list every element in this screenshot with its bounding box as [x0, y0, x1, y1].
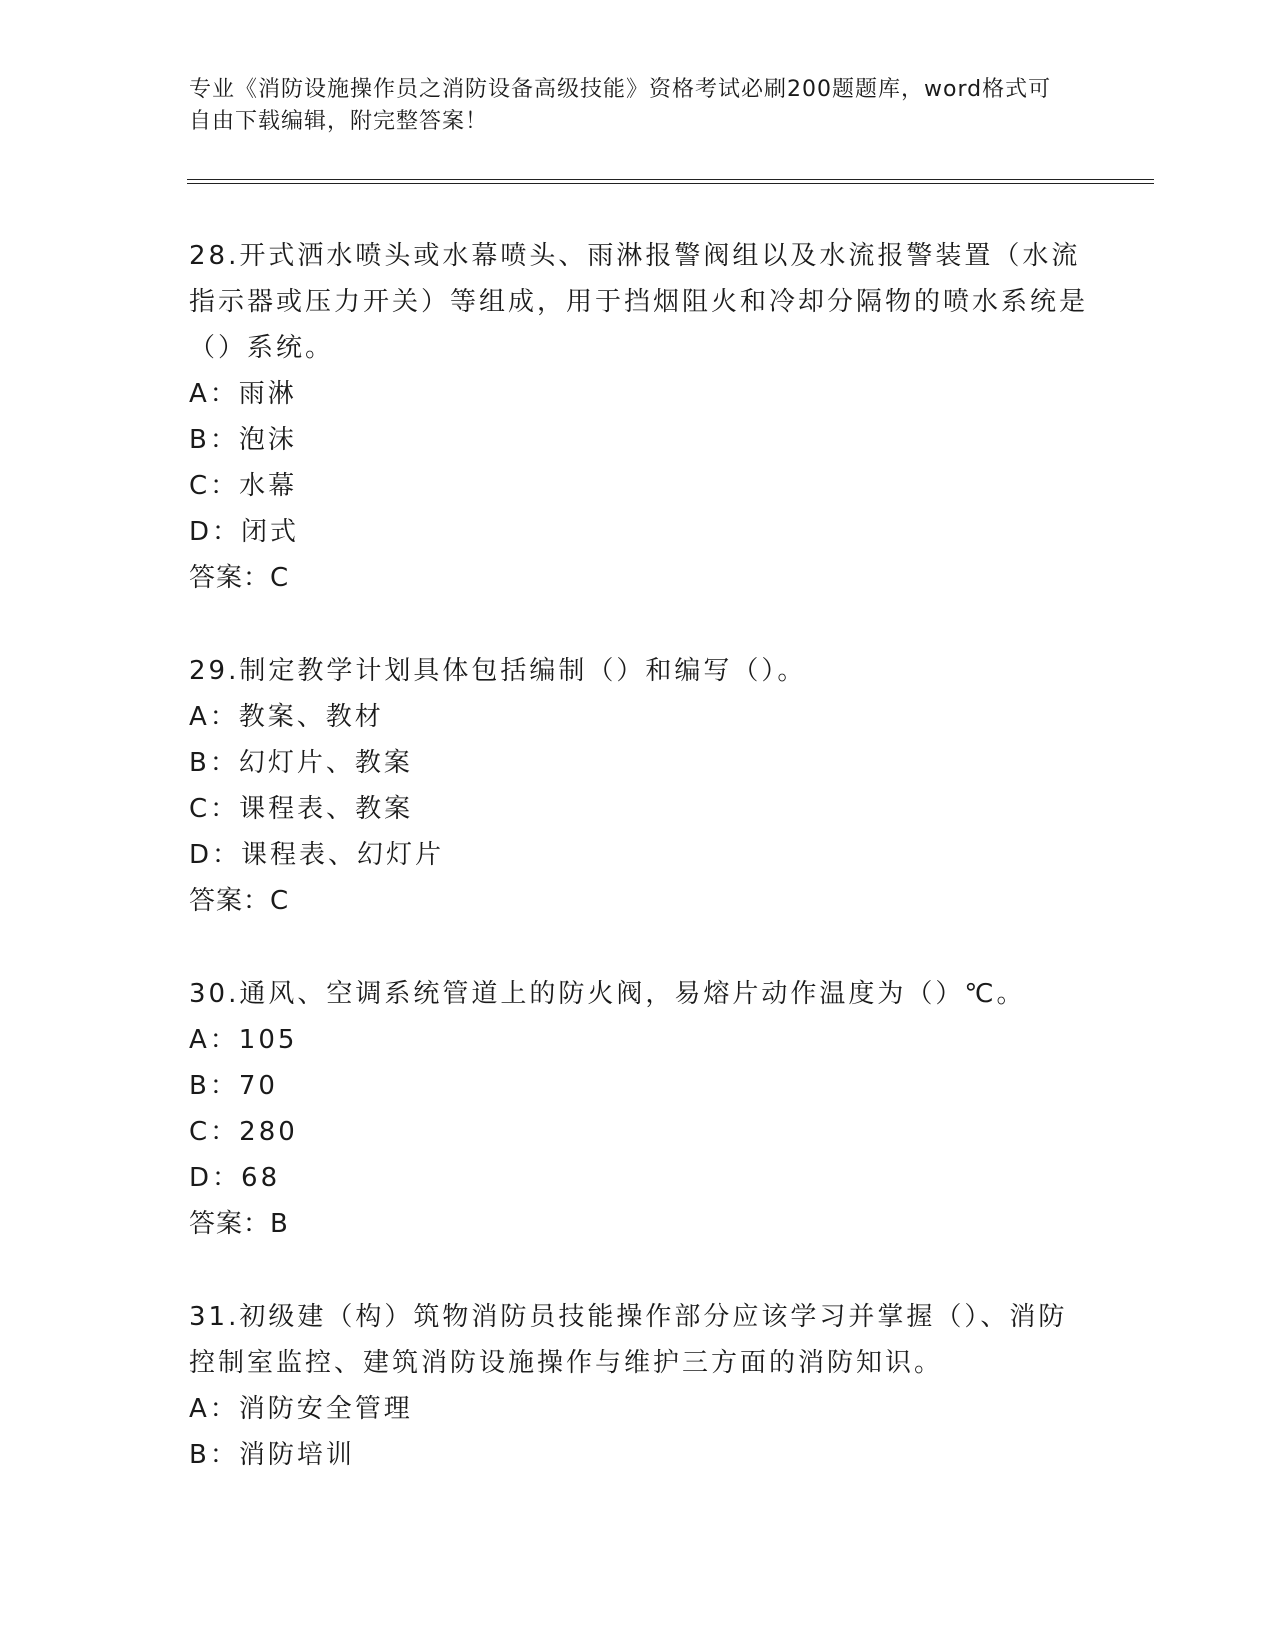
option-d: D：课程表、幻灯片	[189, 840, 445, 870]
question-text: 28.开式洒水喷头或水幕喷头、雨淋报警阀组以及水流报警装置（水流指示器或压力开关）等组成，用于挡烟阻火和冷却分隔物的喷水系统是（）系统。	[189, 241, 1089, 363]
answer: 答案：B	[189, 1209, 289, 1239]
option-a: A：消防安全管理	[189, 1394, 413, 1424]
answer: 答案：C	[189, 886, 290, 916]
option-b: B：消防培训	[189, 1440, 355, 1470]
option-a: A：105	[189, 1025, 298, 1055]
option-d: D：闭式	[189, 517, 300, 547]
option-c: C：水幕	[189, 471, 298, 501]
option-c: C：280	[189, 1117, 298, 1147]
option-a: A：雨淋	[189, 379, 297, 409]
question-29	[189, 648, 1089, 924]
question-30	[189, 971, 1089, 1247]
document-header: 专业《消防设施操作员之消防设备高级技能》资格考试必刷200题题库，word格式可自由下载编辑，附完整答案！	[189, 77, 1052, 134]
option-d: D：68	[189, 1163, 281, 1193]
answer: 答案：C	[189, 563, 290, 593]
option-c: C：课程表、教案	[189, 794, 414, 824]
question-28	[189, 233, 1089, 601]
option-b: B：泡沫	[189, 425, 297, 455]
option-b: B：70	[189, 1071, 278, 1101]
option-a: A：教案、教材	[189, 702, 384, 732]
question-text: 29.制定教学计划具体包括编制（）和编写（）。	[189, 656, 807, 686]
question-list	[189, 233, 1089, 1525]
question-text: 31.初级建（构）筑物消防员技能操作部分应该学习并掌握（）、消防控制室监控、建筑消防设施操作与维护三方面的消防知识。	[189, 1302, 1068, 1378]
option-b: B：幻灯片、教案	[189, 748, 413, 778]
header-divider	[187, 179, 1154, 184]
question-text: 30.通风、空调系统管道上的防火阀，易熔片动作温度为（）℃。	[189, 979, 1026, 1009]
question-31	[189, 1294, 1089, 1478]
